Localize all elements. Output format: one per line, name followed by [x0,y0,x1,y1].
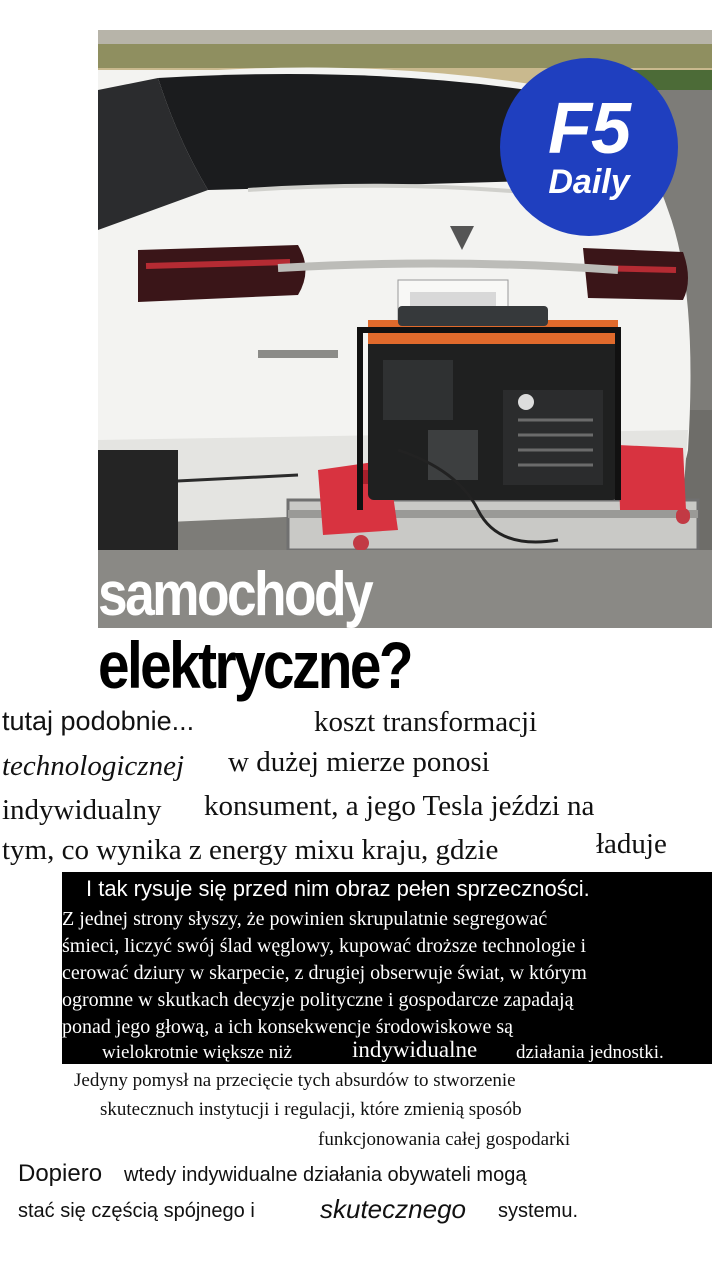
logo-line-1: F5 [547,89,631,169]
body-text: tutaj podobnie... [2,706,195,736]
block-line: indywidualne [352,1037,478,1062]
closing-text: stać się częścią spójnego i [18,1200,255,1222]
body-text: tym, co wynika z energy mixu kraju, gdzie [2,834,499,866]
block-line: ponad jego głową, a ich konsekwencje środowiskowe są [62,1016,513,1038]
closing-text: skutecznego [320,1194,466,1224]
block-line: wielokrotnie większe niż [102,1042,292,1063]
body-text: technologicznej [2,750,185,782]
block-line: działania jednostki. [516,1042,664,1063]
block-title: I tak rysuje się przed nim obraz pełen sprzeczności. [86,876,590,901]
body-text: konsument, a jego Tesla jeździ na [204,790,595,822]
idea-text: Jedyny pomysł na przecięcie tych absurdów to stworzenie [74,1070,516,1091]
block-line: cerować dziury w skarpecie, z drugiej obserwuje świat, w którym [62,962,587,984]
body-text: ładuje [596,828,667,860]
block-line: śmieci, liczyć swój ślad węglowy, kupować droższe technologie i [62,935,587,957]
idea-text: skutecznuch instytucji i regulacji, które zmienią sposób [100,1099,522,1120]
f5-daily-logo [500,58,678,236]
closing-text: wtedy indywidualne działania obywateli mogą [124,1164,527,1186]
body-text: indywidualny [2,794,162,826]
block-line: ogromne w skutkach decyzje polityczne i gospodarcze zapadają [62,989,574,1011]
closing-text: Dopiero [18,1160,103,1187]
headline-line-1: samochody [98,560,372,629]
logo-line-2: Daily [548,163,630,201]
idea-text: funkcjonowania całej gospodarki [318,1129,571,1150]
closing-text: systemu. [498,1200,579,1222]
block-line: Z jednej strony słyszy, że powinien skrupulatnie segregować [62,908,548,930]
headline-line-2: elektryczne? [98,628,411,702]
body-text: w dużej mierze ponosi [228,746,490,778]
body-text: koszt transformacji [314,706,538,738]
